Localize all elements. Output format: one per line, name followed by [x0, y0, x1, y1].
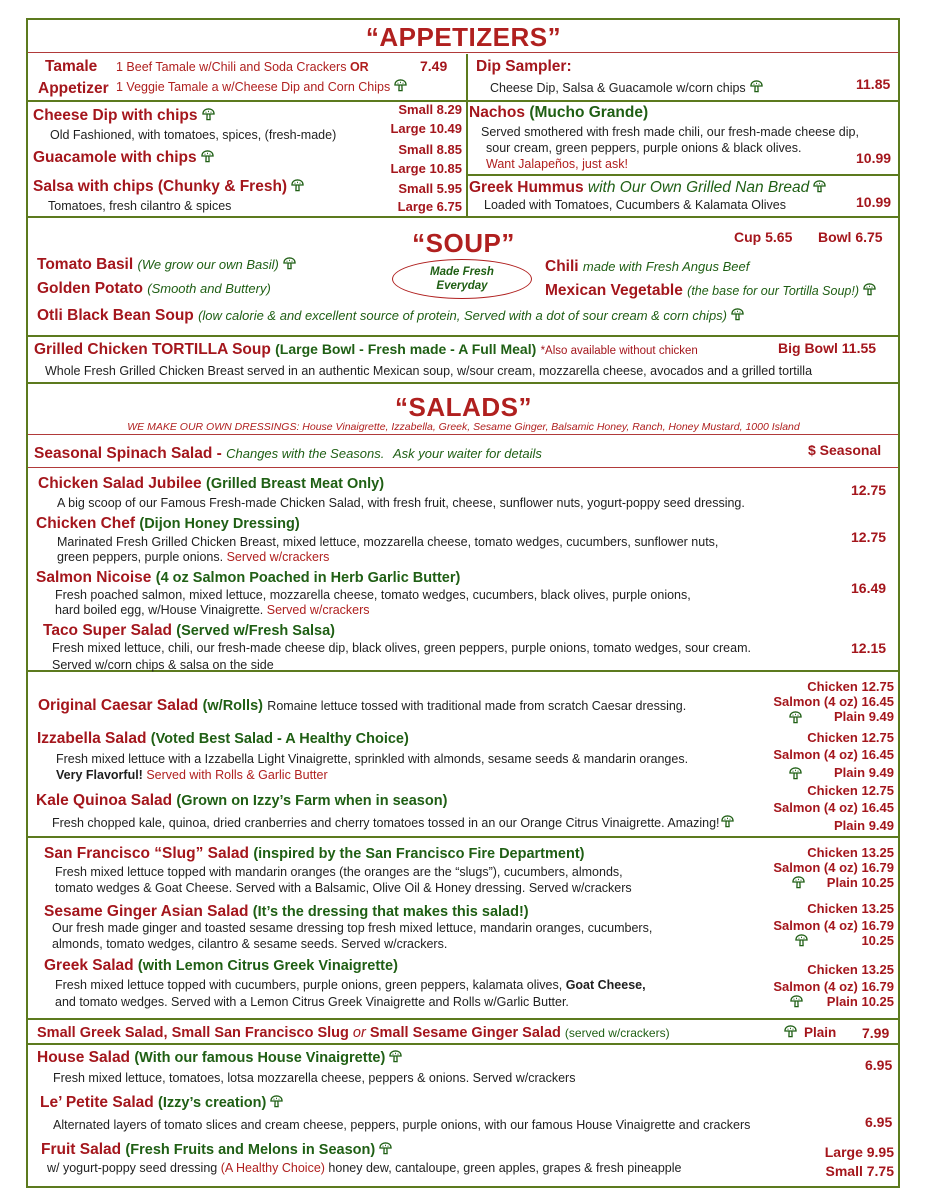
mushroom-icon: [379, 1142, 392, 1155]
soup-bowl-price: Bowl 6.75: [818, 229, 883, 245]
chef-line-1: Marinated Fresh Grilled Chicken Breast, mixed lettuce, mozzarella cheese, tomato wedges, cucumbers, sunflower nuts,: [57, 535, 719, 549]
spinach-note-2: Ask your waiter for details: [393, 446, 542, 461]
tamale-name-1: Tamale: [45, 58, 98, 75]
taco-name: Taco Super Salad: [43, 622, 172, 639]
rule-dressings: [28, 434, 898, 435]
sesame-salmon: Salmon (4 oz) 16.79: [773, 918, 894, 933]
petite-desc: Alternated layers of tomato slices and cream cheese, peppers, purple onions, with our famous House Vinaigrette and crackers: [53, 1118, 751, 1132]
salsa-large: Large 6.75: [397, 199, 462, 214]
salsa-desc: Tomatoes, fresh cilantro & spices: [48, 199, 232, 213]
fruit-healthy: (A Healthy Choice): [220, 1161, 325, 1175]
tortilla-soup-note-2: *Also available without chicken: [540, 345, 698, 357]
sesame-name: Sesame Ginger Asian Salad: [44, 903, 249, 920]
chili-note: made with Fresh Angus Beef: [582, 259, 750, 274]
tortilla-soup-note: (Large Bowl - Fresh made - A Full Meal): [275, 341, 537, 357]
small-combo-b: Small Sesame Ginger Salad: [369, 1025, 561, 1041]
divider-salads: [28, 382, 898, 384]
made-fresh-badge: [392, 259, 532, 299]
black-bean-note: (low calorie & and excellent source of protein, Served with a dot of sour cream & corn chips): [198, 308, 727, 323]
nicoise-name: Salmon Nicoise: [36, 569, 152, 586]
small-combo-a: Small Greek Salad, Small San Francisco Slug: [37, 1025, 349, 1041]
kale-chicken: Chicken 12.75: [807, 783, 894, 798]
sf-slug-line-2: tomato wedges & Goat Cheese. Served with a Balsamic, Olive Oil & Honey dressing. Served w/crackers: [55, 881, 632, 895]
taco-line-1: Fresh mixed lettuce, chili, our fresh-made cheese dip, black olives, green peppers, purple onions, tomato wedges, sour cream.: [52, 641, 751, 655]
mushroom-icon: [202, 108, 215, 121]
spinach-name: Seasonal Spinach Salad: [34, 445, 213, 462]
guacamole-name: Guacamole with chips: [33, 149, 197, 166]
caesar-name: Original Caesar Salad: [38, 697, 199, 714]
fruit-pre: w/ yogurt-poppy seed dressing: [47, 1161, 218, 1175]
divider-slug: [28, 836, 898, 838]
cheese-dip-large: Large 10.49: [390, 121, 462, 136]
tomato-basil-name: Tomato Basil: [37, 256, 134, 273]
sesame-note: (It’s the dressing that makes this salad!): [252, 904, 529, 920]
mushroom-icon: [201, 150, 214, 163]
jubilee-note: (Grilled Breast Meat Only): [206, 476, 385, 492]
spinach-price: $ Seasonal: [808, 442, 882, 458]
fruit-post: honey dew, cantaloupe, green apples, grapes & fresh pineapple: [328, 1161, 682, 1175]
kale-name: Kale Quinoa Salad: [36, 792, 173, 809]
taco-note: (Served w/Fresh Salsa): [176, 623, 335, 639]
petite-note: (Izzy’s creation): [158, 1095, 267, 1111]
dressings-note: WE MAKE OUR OWN DRESSINGS: House Vinaigrette, Izzabella, Greek, Sesame Ginger, Balsamic Honey, Ranch, Honey Mustard, 1000 Island: [127, 421, 800, 433]
caesar-note: (w/Rolls): [202, 698, 263, 714]
mushroom-icon: [270, 1095, 283, 1108]
soup-title: “SOUP”: [412, 228, 515, 258]
hummus-price: 10.99: [856, 194, 892, 210]
nicoise-line-2: hard boiled egg, w/House Vinaigrette.: [55, 603, 264, 617]
small-combo-note: (served w/crackers): [564, 1026, 670, 1040]
dip-sampler-price: 11.85: [856, 76, 891, 92]
black-bean-name: Otli Black Bean Soup: [37, 307, 194, 324]
house-name: House Salad: [37, 1049, 131, 1066]
divider-tortilla: [28, 335, 898, 337]
mushroom-icon: [863, 283, 876, 296]
chef-line-2: green peppers, purple onions.: [57, 550, 224, 564]
divider-vertical: [466, 54, 468, 216]
caesar-desc: Romaine lettuce tossed with traditional made from scratch Caesar dressing.: [267, 699, 687, 713]
appetizers-title: “APPETIZERS”: [365, 22, 562, 52]
mexican-veg-note: (the base for our Tortilla Soup!): [687, 284, 860, 298]
tamale-or: OR: [349, 60, 369, 74]
mushroom-icon: [731, 308, 744, 321]
chef-price: 12.75: [851, 529, 887, 545]
nachos-price: 10.99: [856, 150, 892, 166]
izzabella-line-1: Fresh mixed lettuce with a Izzabella Light Vinaigrette, sprinkled with almonds, sesame seeds & mandarin oranges.: [56, 752, 689, 766]
divider-soup: [28, 216, 898, 218]
sesame-line-2: almonds, tomato wedges, cilantro & sesame seeds. Served w/crackers.: [52, 937, 448, 951]
greek-chicken: Chicken 13.25: [807, 962, 894, 977]
mexican-veg-name: Mexican Vegetable: [545, 282, 683, 299]
chef-note: (Dijon Honey Dressing): [139, 516, 300, 532]
sf-slug-chicken: Chicken 13.25: [807, 845, 894, 860]
mushroom-icon: [750, 80, 763, 93]
jubilee-price: 12.75: [851, 482, 887, 498]
izzabella-served: Served with Rolls & Garlic Butter: [146, 768, 328, 782]
divider-house: [28, 1043, 898, 1045]
hummus-desc: Loaded with Tomatoes, Cucumbers & Kalamata Olives: [484, 198, 787, 212]
fruit-name: Fruit Salad: [41, 1141, 122, 1158]
made-fresh-line-1: Made Fresh: [430, 266, 494, 278]
mushroom-icon: [283, 257, 296, 270]
small-combo-price: 7.99: [862, 1025, 890, 1041]
taco-price: 12.15: [851, 640, 887, 656]
jubilee-name: Chicken Salad Jubilee: [38, 475, 202, 492]
greek-line-2: and tomato wedges. Served with a Lemon Citrus Greek Vinaigrette and Rolls w/Garlic Butter.: [55, 995, 569, 1009]
tomato-basil-note: (We grow our own Basil): [137, 257, 279, 272]
mushroom-icon: [813, 180, 826, 193]
nachos-line-2: sour cream, green peppers, purple onions & black olives.: [486, 141, 802, 155]
tortilla-soup-name: Grilled Chicken TORTILLA Soup: [34, 341, 271, 358]
hummus-note: with Our Own Grilled Nan Bread: [587, 179, 810, 196]
divider-small-combo: [28, 1018, 898, 1020]
caesar-salmon: Salmon (4 oz) 16.45: [773, 694, 894, 709]
nachos-name: Nachos: [469, 104, 525, 121]
made-fresh-line-2: Everyday: [436, 280, 488, 292]
hummus-name: Greek Hummus: [469, 179, 584, 196]
izzabella-note: (Voted Best Salad - A Healthy Choice): [150, 731, 409, 747]
sf-slug-plain: Plain 10.25: [826, 875, 894, 890]
tamale-name-2: Appetizer: [38, 80, 109, 97]
nachos-note: (Mucho Grande): [529, 104, 649, 121]
fruit-small: Small 7.75: [825, 1163, 894, 1179]
taco-line-2: Served w/corn chips & salsa on the side: [52, 658, 274, 672]
sesame-plain: 10.25: [861, 933, 894, 948]
kale-desc: Fresh chopped kale, quinoa, dried cranberries and cherry tomatoes tossed in an our Orange Citrus Vinaigrette. Amazing!: [52, 816, 720, 830]
nicoise-price: 16.49: [851, 580, 887, 596]
tamale-price: 7.49: [420, 58, 448, 74]
mushroom-icon: [389, 1050, 402, 1063]
house-desc: Fresh mixed lettuce, tomatoes, lotsa mozzarella cheese, peppers & onions. Served w/crackers: [53, 1071, 576, 1085]
sesame-chicken: Chicken 13.25: [807, 901, 894, 916]
house-note: (With our famous House Vinaigrette): [134, 1050, 386, 1066]
sf-slug-note: (inspired by the San Francisco Fire Department): [253, 846, 585, 862]
greek-salmon: Salmon (4 oz) 16.79: [773, 979, 894, 994]
golden-potato-note: (Smooth and Buttery): [147, 281, 271, 296]
caesar-plain: Plain 9.49: [834, 709, 894, 724]
izzabella-plain: Plain 9.49: [834, 765, 894, 780]
fruit-note: (Fresh Fruits and Melons in Season): [125, 1142, 376, 1158]
izzabella-bold: Very Flavorful!: [56, 768, 143, 782]
izzabella-chicken: Chicken 12.75: [807, 730, 894, 745]
mushroom-icon: [394, 79, 407, 92]
salads-title: “SALADS”: [395, 392, 532, 422]
tamale-line-1: 1 Beef Tamale w/Chili and Soda Crackers: [116, 60, 347, 74]
kale-note: (Grown on Izzy’s Farm when in season): [176, 793, 448, 809]
mushroom-icon: [784, 1025, 797, 1038]
sesame-line-1: Our fresh made ginger and toasted sesame dressing top fresh mixed lettuce, mandarin oranges, cucumbers,: [52, 921, 653, 935]
kale-salmon: Salmon (4 oz) 16.45: [773, 800, 894, 815]
greek-note: (with Lemon Citrus Greek Vinaigrette): [137, 958, 398, 974]
small-combo-or: or: [352, 1025, 366, 1041]
sf-slug-salmon: Salmon (4 oz) 16.79: [773, 860, 894, 875]
spinach-note: Changes with the Seasons.: [226, 446, 385, 461]
nachos-line-3: Want Jalapeños, just ask!: [486, 157, 628, 171]
tortilla-soup-desc: Whole Fresh Grilled Chicken Breast served in an authentic Mexican soup, w/sour cream, mozzarella cheese, avocados and a grilled tortilla: [45, 364, 813, 378]
soup-cup-price: Cup 5.65: [734, 229, 793, 245]
greek-bold: Goat Cheese,: [565, 978, 646, 992]
caesar-chicken: Chicken 12.75: [807, 679, 894, 694]
dip-sampler-name: Dip Sampler:: [476, 58, 572, 75]
chili-name: Chili: [545, 258, 579, 275]
tortilla-soup-price: Big Bowl 11.55: [778, 340, 877, 356]
small-combo-plain: Plain: [804, 1025, 837, 1040]
greek-name: Greek Salad: [44, 957, 134, 974]
rule-spinach: [28, 467, 898, 468]
greek-plain: Plain 10.25: [826, 994, 894, 1009]
salsa-name: Salsa with chips (Chunky & Fresh): [33, 178, 288, 195]
nicoise-line-1: Fresh poached salmon, mixed lettuce, mozzarella cheese, tomato wedges, cucumbers, black olives, purple onions,: [55, 588, 691, 602]
nicoise-note: (4 oz Salmon Poached in Herb Garlic Butter): [155, 570, 461, 586]
guacamole-large: Large 10.85: [390, 161, 462, 176]
petite-name: Le’ Petite Salad: [40, 1094, 154, 1111]
nachos-line-1: Served smothered with fresh made chili, our fresh-made cheese dip,: [481, 125, 859, 139]
cheese-dip-small: Small 8.29: [398, 102, 462, 117]
chef-name: Chicken Chef: [36, 515, 136, 532]
dip-sampler-desc: Cheese Dip, Salsa & Guacamole w/corn chips: [490, 81, 746, 95]
divider-hummus: [468, 174, 898, 176]
izzabella-salmon: Salmon (4 oz) 16.45: [773, 747, 894, 762]
house-price: 6.95: [865, 1057, 893, 1073]
sf-slug-name: San Francisco “Slug” Salad: [44, 845, 250, 862]
mushroom-icon: [291, 179, 304, 192]
petite-price: 6.95: [865, 1114, 893, 1130]
nicoise-served: Served w/crackers: [266, 603, 370, 617]
izzabella-name: Izzabella Salad: [37, 730, 147, 747]
kale-plain: Plain 9.49: [834, 818, 894, 833]
guacamole-small: Small 8.85: [398, 142, 462, 157]
salsa-small: Small 5.95: [398, 181, 462, 196]
jubilee-desc: A big scoop of our Famous Fresh-made Chicken Salad, with fresh fruit, cheese, sunflower nuts, yogurt-poppy seed dressing.: [57, 496, 745, 510]
divider-dip: [468, 100, 898, 102]
cheese-dip-name: Cheese Dip with chips: [33, 107, 198, 124]
sf-slug-line-1: Fresh mixed lettuce topped with mandarin oranges (the oranges are the “slugs”), cucumbers, almonds,: [55, 865, 623, 879]
fruit-large: Large 9.95: [824, 1144, 894, 1160]
chef-served: Served w/crackers: [226, 550, 330, 564]
greek-line-1: Fresh mixed lettuce topped with cucumbers, purple onions, green peppers, kalamata olives,: [55, 978, 563, 992]
golden-potato-name: Golden Potato: [37, 280, 143, 297]
tamale-line-2: 1 Veggie Tamale a w/Cheese Dip and Corn Chips: [116, 80, 391, 94]
spinach-dash: -: [212, 445, 227, 462]
cheese-dip-desc: Old Fashioned, with tomatoes, spices, (fresh-made): [50, 128, 337, 142]
